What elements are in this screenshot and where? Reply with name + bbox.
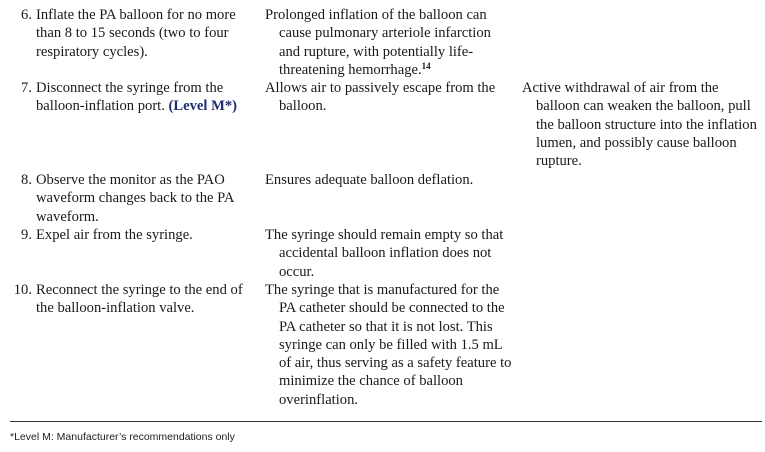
step-text: Inflate the PA balloon for no more than 8 to 15 seconds (two to four respiratory cycles). [36,7,236,60]
step-number: 8. [21,172,32,188]
step-number: 7. [21,80,32,96]
step-text: Reconnect the syringe to the end of the balloon-inflation valve. [36,282,243,317]
rationale-cell [265,226,515,281]
step-text: Observe the monitor as the PAO waveform changes back to the PA waveform. [36,172,234,225]
rationale-cell [265,6,515,79]
rationale-text: The syringe that is manufactured for the PA catheter should be connected to the PA catheter so that it is not lost. This syringe can only be filled with 1.5 mL of air, thus serving as a safety feature to minimize the chance of balloon overinflation. [265,282,512,408]
rationale-cell [265,281,515,409]
step-number: 6. [21,7,32,23]
rationale-text: Prolonged inflation of the balloon can cause pulmonary arteriole infarction and rupture, with potentially life-threatening hemorrhage. [265,7,491,78]
step-number: 10. [13,282,32,298]
rationale-cell [265,171,515,189]
evidence-level-label: (Level M*) [168,98,238,115]
step-number: 9. [21,227,32,243]
step-cell [10,6,254,61]
reference-marker: 14 [421,60,431,71]
rationale-text: Ensures adequate balloon deflation. [265,172,474,188]
special-considerations-cell [522,79,762,170]
special-considerations-text: Active withdrawal of air from the balloon can weaken the balloon, pull the balloon structure into the inflation lumen, and possibly cause balloon rupture. [522,80,757,170]
rationale-text: Allows air to passively escape from the balloon. [265,80,496,115]
footnote: *Level M: Manufacturer’s recommendations only [10,431,235,443]
step-cell [10,281,254,318]
rationale-cell [265,79,515,116]
rationale-text: The syringe should remain empty so that accidental balloon inflation does not occur. [265,227,504,280]
step-cell [10,79,254,116]
step-text: Disconnect the syringe from the balloon-inflation port. [36,80,224,115]
table-bottom-rule [10,421,762,422]
step-cell [10,226,254,244]
step-cell [10,171,254,226]
step-text: Expel air from the syringe. [36,227,193,243]
